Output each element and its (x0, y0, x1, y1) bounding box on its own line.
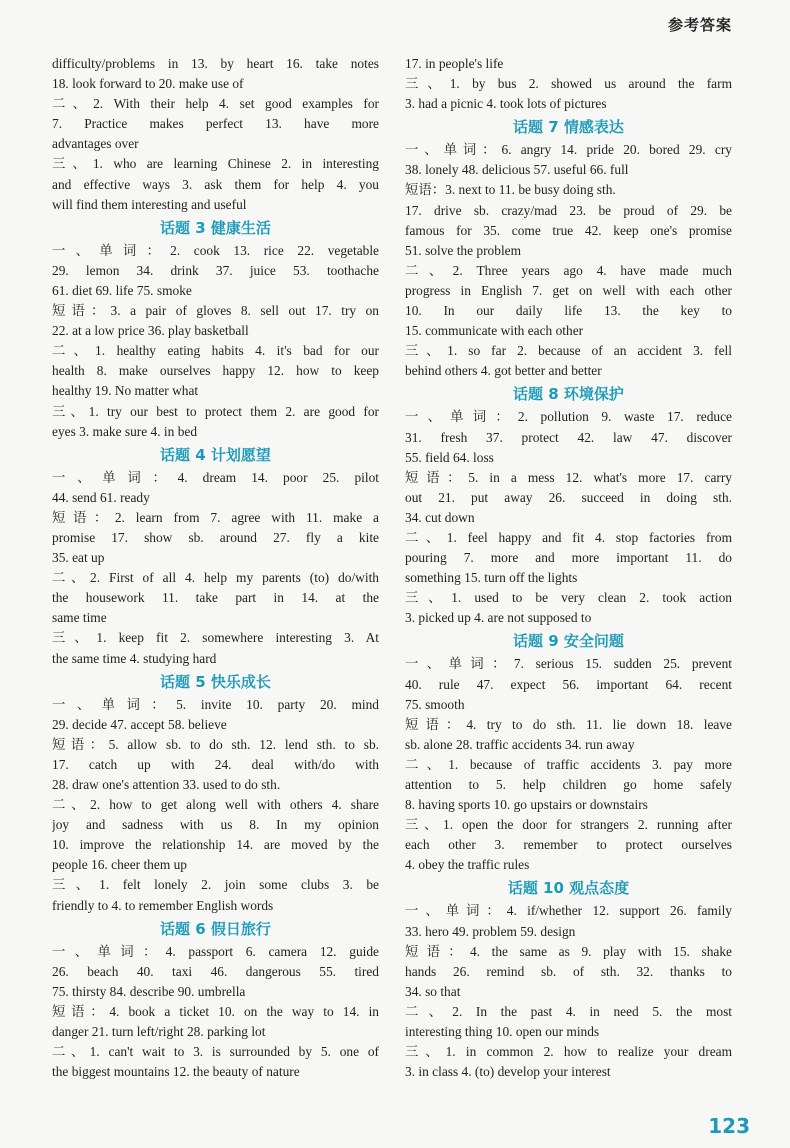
answer-line: the housework 11. take part in 14. at the (52, 590, 379, 606)
answer-line: 二、1. healthy eating habits 4. it's bad for our (52, 343, 379, 359)
answer-line: healthy 19. No matter what (52, 383, 199, 399)
answer-line: 17. catch up with 24. deal with/do with (52, 756, 379, 772)
answer-line: sb. alone 28. traffic accidents 34. run away (405, 736, 635, 752)
answer-line: advantages over (52, 136, 139, 152)
answer-line: 短语：4. book a ticket 10. on the way to 14. in (52, 1003, 379, 1019)
answer-line: 4. obey the traffic rules (405, 857, 530, 873)
answer-line: friendly to 4. to remember English words (52, 897, 274, 913)
page-number: 123 (708, 1114, 750, 1138)
answer-line: 33. hero 49. problem 59. design (405, 923, 576, 939)
answer-line: 二、1. because of traffic accidents 3. pay more (405, 756, 732, 772)
answer-line: 22. at a low price 36. play basketball (52, 323, 249, 339)
answer-line: 二、1. can't wait to 3. is surrounded by 5. one of (52, 1044, 379, 1060)
answer-line: 三、1. in common 2. how to realize your dream (405, 1044, 732, 1060)
answer-line: 短语：4. the same as 9. play with 15. shake (405, 943, 732, 959)
answer-line: will find them interesting and useful (52, 196, 247, 212)
answer-line: 三、1. felt lonely 2. join some clubs 3. be (52, 877, 379, 893)
answer-line: 一、单词：6. angry 14. pride 20. bored 29. cry (405, 142, 732, 158)
answer-line: 75. smooth (405, 696, 465, 712)
answer-line: 短语：3. next to 11. be busy doing sth. (405, 182, 616, 198)
answer-line: 51. solve the problem (405, 242, 522, 258)
answer-line: 短语：2. learn from 7. agree with 11. make a (52, 509, 379, 525)
answer-line: 10. improve the relationship 14. are moved by the (52, 837, 379, 853)
answer-line: 15. communicate with each other (405, 323, 584, 339)
answer-line: joy and sadness with us 8. In my opinion (52, 817, 379, 833)
answer-line: interesting thing 10. open our minds (405, 1024, 600, 1040)
answer-line: 18. look forward to 20. make use of (52, 76, 244, 92)
answer-line: 10. In our daily life 13. the key to (405, 303, 732, 319)
answer-line: 三、1. so far 2. because of an accident 3. fell (405, 343, 732, 359)
answer-line: 44. send 61. ready (52, 489, 150, 505)
answer-line: out 21. put away 26. succeed in doing sth. (405, 489, 732, 505)
answer-line: 三、1. used to be very clean 2. took action (405, 590, 732, 606)
answer-line: 31. fresh 37. protect 42. law 47. discover (405, 429, 732, 445)
answer-line: 一、单词：4. dream 14. poor 25. pilot (52, 469, 379, 485)
answer-line: 17. drive sb. crazy/mad 23. be proud of 29. be (405, 202, 732, 218)
topic-heading: 话题 3 健康生活 (160, 218, 271, 237)
answer-line: 28. draw one's attention 33. used to do sth. (52, 777, 281, 792)
topic-heading: 话题 7 情感表达 (513, 118, 624, 137)
page-header-title: 参考答案 (667, 16, 732, 34)
topic-heading: 话题 4 计划愿望 (160, 445, 271, 464)
answer-line: 3. in class 4. (to) develop your interest (405, 1064, 611, 1080)
topic-heading: 话题 10 观点态度 (507, 879, 630, 898)
answer-line: progress in English 7. get on well with each other (405, 282, 732, 298)
answer-line: 7. Practice makes perfect 13. have more (52, 116, 379, 132)
answer-line: 38. lonely 48. delicious 57. useful 66. full (405, 162, 629, 178)
answer-line: 8. having sports 10. go upstairs or downstairs (405, 797, 648, 813)
answer-line: 一、单词：5. invite 10. party 20. mind (52, 696, 379, 712)
answer-line: 61. diet 69. life 75. smoke (52, 282, 192, 298)
answer-line: 29. lemon 34. drink 37. juice 53. toothache (52, 262, 379, 278)
answer-line: 55. field 64. loss (405, 449, 494, 465)
answer-line: people 16. cheer them up (52, 857, 187, 873)
answer-line: behind others 4. got better and better (405, 363, 602, 379)
answer-line: and effective ways 3. ask them for help 4. you (52, 176, 379, 192)
topic-heading: 话题 9 安全问题 (513, 632, 624, 651)
topic-heading: 话题 8 环境保护 (513, 385, 624, 404)
answer-line: 29. decide 47. accept 58. believe (52, 716, 227, 732)
answer-line: attention to 5. help children go home safely (405, 777, 732, 792)
answer-line: 二、2. First of all 4. help my parents (to) do/with (52, 570, 379, 586)
left-answer-column (52, 54, 379, 1082)
answer-line: pouring 7. more and more important 11. do (405, 550, 732, 566)
answer-line: 一、单词：7. serious 15. sudden 25. prevent (405, 656, 732, 672)
answer-line: difficulty/problems in 13. by heart 16. take notes (52, 56, 379, 71)
answer-line: 短语：3. a pair of gloves 8. sell out 17. try on (52, 303, 379, 319)
answer-line: 40. rule 47. expect 56. important 64. recent (405, 676, 732, 692)
answer-line: 二、2. In the past 4. in need 5. the most (405, 1003, 732, 1019)
answer-line: 短语：4. try to do sth. 11. lie down 18. leave (405, 716, 732, 732)
answer-line: 二、2. how to get along well with others 4. share (52, 797, 379, 813)
answer-line: 二、1. feel happy and fit 4. stop factories from (405, 529, 732, 545)
answer-line: promise 17. show sb. around 27. fly a kite (52, 529, 379, 545)
answer-line: health 8. make ourselves happy 12. how to keep (52, 363, 379, 379)
answer-line: danger 21. turn left/right 28. parking lot (52, 1024, 266, 1040)
answer-line: famous for 35. come true 42. keep one's promise (405, 222, 732, 238)
answer-line: the same time 4. studying hard (52, 650, 217, 666)
answer-line: 35. eat up (52, 550, 105, 566)
answer-line: 短语：5. allow sb. to do sth. 12. lend sth. to sb. (52, 736, 379, 752)
right-answer-column (405, 54, 732, 1082)
answer-line: 短语：5. in a mess 12. what's more 17. carry (405, 469, 732, 485)
answer-line: 三、1. open the door for strangers 2. running after (405, 817, 732, 833)
answer-line: 一、单词：4. if/whether 12. support 26. family (405, 903, 732, 919)
answer-line: something 15. turn off the lights (405, 570, 578, 586)
answer-line: hands 26. remind sb. of sth. 32. thanks to (405, 963, 732, 979)
answer-line: 三、1. try our best to protect them 2. are good for (52, 403, 379, 419)
answer-line: 三、1. by bus 2. showed us around the farm (405, 76, 732, 92)
answer-line: 75. thirsty 84. describe 90. umbrella (52, 983, 246, 999)
answer-line: 34. cut down (405, 509, 475, 525)
answer-line: eyes 3. make sure 4. in bed (52, 423, 198, 439)
answer-line: each other 3. remember to protect ourselves (405, 837, 732, 853)
topic-heading: 话题 6 假日旅行 (160, 919, 271, 938)
answer-line: 3. picked up 4. are not supposed to (405, 610, 592, 626)
answer-line: 三、1. keep fit 2. somewhere interesting 3. At (52, 630, 379, 646)
answer-line: 3. had a picnic 4. took lots of pictures (405, 96, 607, 112)
topic-heading: 话题 5 快乐成长 (160, 672, 271, 691)
answer-line: 26. beach 40. taxi 46. dangerous 55. tired (52, 963, 379, 979)
answer-line: same time (52, 610, 107, 626)
answer-line: 一、单词：2. pollution 9. waste 17. reduce (405, 409, 732, 425)
answer-line: the biggest mountains 12. the beauty of nature (52, 1064, 300, 1080)
answer-line: 一、单词：2. cook 13. rice 22. vegetable (52, 242, 379, 258)
answer-line: 一、单词：4. passport 6. camera 12. guide (52, 943, 379, 959)
answer-line: 二、2. With their help 4. set good examples for (52, 96, 379, 112)
answer-line: 34. so that (405, 983, 461, 999)
answer-line: 三、1. who are learning Chinese 2. in interesting (52, 156, 379, 172)
answer-line: 二、2. Three years ago 4. have made much (405, 262, 732, 278)
answer-line: 17. in people's life (405, 56, 504, 71)
